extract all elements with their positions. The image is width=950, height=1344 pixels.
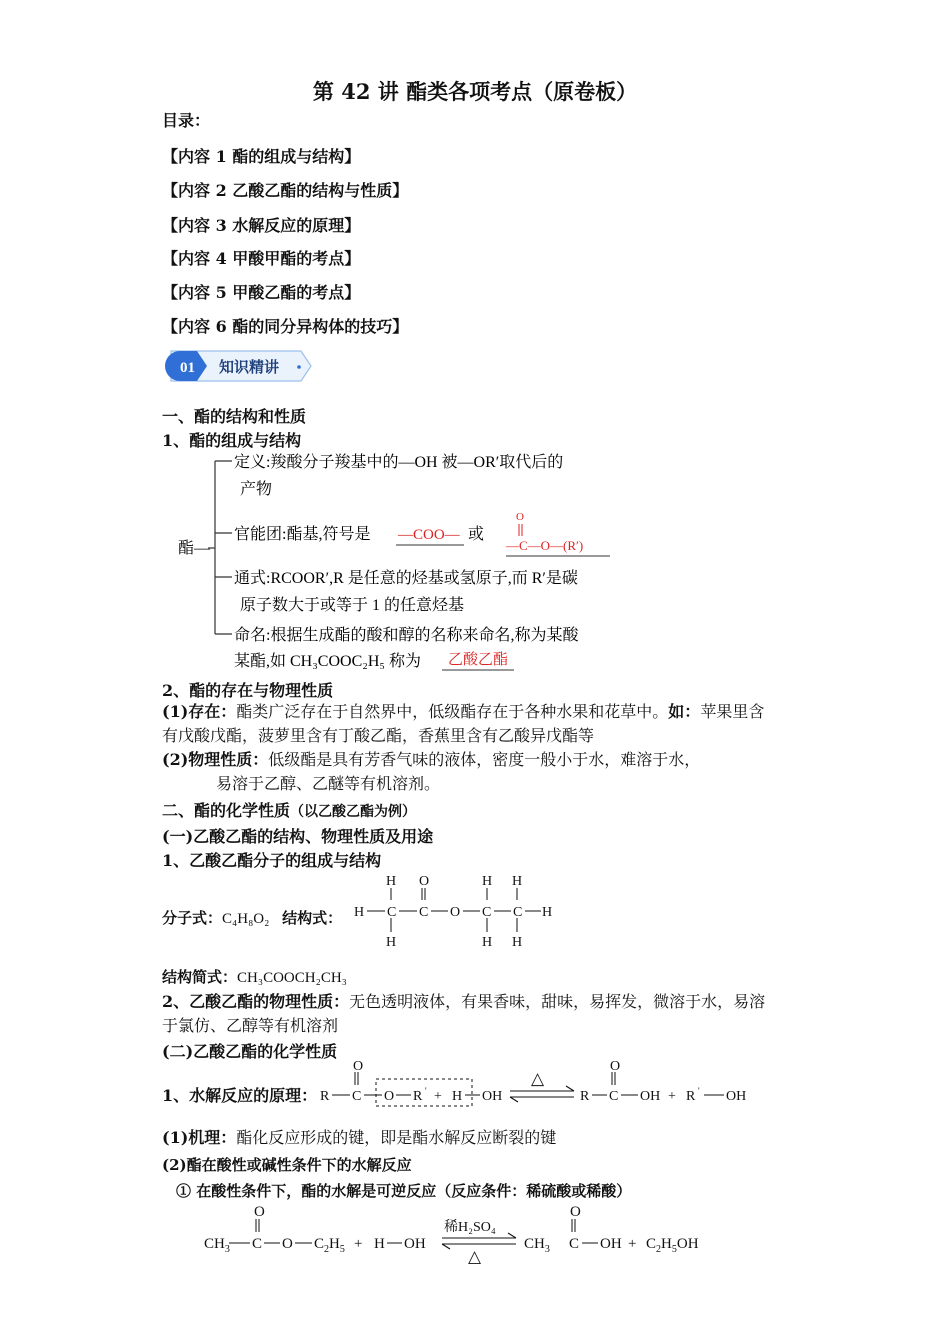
ethyl-acetate-physical-line2: 于氯仿、乙醇等有机溶剂 bbox=[162, 1016, 339, 1035]
svg-text:H: H bbox=[482, 874, 493, 889]
badge-number: 01 bbox=[180, 360, 195, 376]
condition-heading: (2)酯在酸性或碱性条件下的水解反应 bbox=[162, 1156, 412, 1174]
svg-text:O: O bbox=[610, 1059, 621, 1074]
existence-text: 酯类广泛存在于自然界中，低级酯存在于各种水果和花草中。 bbox=[236, 702, 669, 721]
section2-part1: (一)乙酸乙酯的结构、物理性质及用途 bbox=[162, 827, 434, 846]
acid-condition-heading: ① 在酸性条件下，酯的水解是可逆反应（反应条件：稀硫酸或稀酸） bbox=[176, 1182, 632, 1200]
svg-text:CH3: $CH_3$ bbox=[524, 1236, 550, 1255]
svg-text:O: O bbox=[254, 1204, 265, 1220]
svg-text:R: R bbox=[686, 1089, 696, 1104]
mechanism-label: (1)机理： bbox=[162, 1128, 237, 1147]
section1-heading: 一、酯的结构和性质 bbox=[162, 407, 307, 426]
toc-label: 目录： bbox=[162, 111, 211, 130]
svg-text:+: + bbox=[628, 1236, 637, 1252]
svg-text:O: O bbox=[282, 1236, 293, 1252]
svg-text:C: C bbox=[352, 1089, 362, 1104]
toc-item-1[interactable]: 【内容 1 酯的组成与结构】 bbox=[162, 147, 361, 166]
svg-text:H: H bbox=[482, 935, 493, 950]
existence-example-label: 如： bbox=[668, 702, 701, 721]
svg-text:C: C bbox=[569, 1236, 580, 1252]
hydrolysis-principle-label: 1、水解反应的原理： bbox=[162, 1086, 318, 1105]
simple-formula-line bbox=[162, 966, 347, 987]
section2-heading bbox=[162, 798, 416, 821]
diagram-fg-answer: —COO— bbox=[398, 527, 460, 543]
hydrolysis-principle-equation bbox=[318, 1058, 758, 1110]
section2-heading-text: 二、酯的化学性质 bbox=[162, 801, 291, 820]
diagram-naming-answer: 乙酸乙酯 bbox=[448, 652, 509, 668]
acid-catalyst-label: 稀H₂SO₄ bbox=[444, 1220, 496, 1235]
existence-paragraph bbox=[162, 700, 764, 724]
diagram-fg-structure: —C—O—(R′) bbox=[506, 538, 584, 553]
section2-sub1: 1、乙酸乙酯分子的组成与结构 bbox=[162, 851, 382, 870]
svg-text:C: C bbox=[609, 1089, 619, 1104]
ethyl-acetate-structure bbox=[350, 868, 570, 954]
svg-text:H: H bbox=[386, 935, 397, 950]
section2-part2: (二)乙酸乙酯的化学性质 bbox=[162, 1042, 338, 1061]
page-title: 第 42 讲 酯类各项考点（原卷板） bbox=[312, 79, 638, 104]
svg-text:H: H bbox=[354, 905, 365, 920]
svg-text:C: C bbox=[387, 905, 397, 920]
molecular-formula: C₄H₈O₂ bbox=[222, 911, 270, 927]
physical-text: 低级酯是具有芳香气味的液体，密度一般小于水，难溶于水， bbox=[268, 750, 701, 769]
diagram-general-2: 原子数大于或等于 1 的任意烃基 bbox=[240, 597, 465, 614]
svg-text:O: O bbox=[384, 1089, 395, 1104]
diagram-root: 酯— bbox=[178, 540, 211, 557]
svg-text:H: H bbox=[452, 1089, 463, 1104]
diagram-functional-group: 官能团:酯基,符号是 bbox=[234, 526, 371, 543]
simple-formula-label: 结构简式： bbox=[162, 968, 238, 986]
svg-text:CH3: $CH_3$ bbox=[204, 1236, 230, 1255]
ethyl-acetate-physical-label: 2、乙酸乙酯的物理性质： bbox=[162, 992, 350, 1011]
existence-line2: 有戊酸戊酯，菠萝里含有丁酸乙酯，香蕉里含有乙酸异戊酯等 bbox=[162, 726, 595, 745]
svg-text:O: O bbox=[419, 874, 430, 889]
svg-text:H: H bbox=[374, 1236, 385, 1252]
mechanism-text: 酯化反应形成的键，即是酯水解反应断裂的键 bbox=[236, 1128, 557, 1147]
formula-label: 分子式： bbox=[162, 909, 223, 927]
ester-concept-diagram bbox=[170, 444, 650, 676]
svg-text:O: O bbox=[570, 1204, 581, 1220]
toc-item-3[interactable]: 【内容 3 水解反应的原理】 bbox=[162, 216, 361, 235]
svg-text:C: C bbox=[482, 905, 492, 920]
svg-text:+: + bbox=[668, 1089, 676, 1104]
svg-text:C: C bbox=[252, 1236, 263, 1252]
physical-line2: 易溶于乙醇、乙醚等有机溶剂。 bbox=[216, 774, 441, 793]
simple-formula: CH₃COOCH₂CH₃ bbox=[237, 970, 347, 986]
svg-text:OH: OH bbox=[640, 1089, 661, 1104]
hydrolysis-heat-symbol: △ bbox=[531, 1069, 545, 1088]
physical-paragraph bbox=[162, 748, 700, 772]
badge-label: 知识精讲 bbox=[219, 360, 280, 376]
section1-sub2: 2、酯的存在与物理性质 bbox=[162, 681, 334, 700]
svg-text:+: + bbox=[354, 1236, 363, 1252]
ethyl-acetate-physical bbox=[162, 990, 765, 1014]
svg-text:O: O bbox=[450, 905, 461, 920]
section2-heading-note: （以乙酸乙酯为例） bbox=[290, 804, 417, 820]
mechanism-line bbox=[162, 1126, 556, 1150]
diagram-naming-1: 命名:根据生成酯的酸和醇的名称来命名,称为某酸 bbox=[234, 627, 579, 644]
diagram-general-1: 通式:RCOOR′,R 是任意的烃基或氢原子,而 R′是碳 bbox=[234, 570, 578, 587]
svg-text:C2H5OH: $C_2H_5OH$ bbox=[646, 1236, 699, 1255]
diagram-definition-1: 定义:羧酸分子羧基中的—OH 被—OR′取代后的 bbox=[234, 454, 564, 471]
svg-text:O: O bbox=[353, 1059, 364, 1074]
svg-text:H: H bbox=[386, 874, 397, 889]
toc-item-5[interactable]: 【内容 5 甲酸乙酯的考点】 bbox=[162, 283, 361, 302]
svg-text:R: R bbox=[320, 1089, 330, 1104]
svg-text:R: R bbox=[413, 1089, 423, 1104]
svg-text:OH: OH bbox=[600, 1236, 622, 1252]
molecular-formula-line bbox=[162, 907, 342, 928]
svg-text:OH: OH bbox=[404, 1236, 426, 1252]
ethyl-acetate-physical-text: 无色透明液体，有果香味，甜味，易挥发，微溶于水，易溶 bbox=[349, 992, 766, 1011]
existence-label: (1)存在： bbox=[162, 702, 237, 721]
diagram-fg-oxygen: O bbox=[516, 511, 524, 523]
acid-heat-symbol: △ bbox=[468, 1247, 482, 1264]
svg-text:H: H bbox=[512, 935, 523, 950]
physical-label: (2)物理性质： bbox=[162, 750, 269, 769]
acid-hydrolysis-equation bbox=[200, 1202, 720, 1264]
existence-tail: 苹果里含 bbox=[700, 702, 765, 721]
svg-text:H: H bbox=[512, 874, 523, 889]
svg-text:C2H5: $C_2H_5$ bbox=[314, 1236, 345, 1255]
svg-text:': ' bbox=[425, 1086, 427, 1096]
structural-formula-label: 结构式： bbox=[282, 909, 343, 927]
svg-text:C: C bbox=[513, 905, 523, 920]
svg-text:C: C bbox=[419, 905, 429, 920]
svg-text:H: H bbox=[542, 905, 553, 920]
svg-text:R: R bbox=[580, 1089, 590, 1104]
svg-text:OH: OH bbox=[482, 1089, 503, 1104]
section-badge bbox=[163, 349, 313, 383]
toc-item-2[interactable]: 【内容 2 乙酸乙酯的结构与性质】 bbox=[162, 181, 409, 200]
diagram-fg-or: 或 bbox=[468, 526, 485, 543]
svg-text:OH: OH bbox=[726, 1089, 747, 1104]
diagram-definition-2: 产物 bbox=[240, 481, 273, 498]
svg-text:+: + bbox=[434, 1089, 442, 1104]
svg-text:': ' bbox=[698, 1086, 700, 1096]
toc-item-4[interactable]: 【内容 4 甲酸甲酯的考点】 bbox=[162, 249, 361, 268]
diagram-naming-2: 某酯,如 CH₃COOC₂H₅ 称为 bbox=[234, 653, 421, 670]
toc-item-6[interactable]: 【内容 6 酯的同分异构体的技巧】 bbox=[162, 317, 409, 336]
section1-sub1: 1、酯的组成与结构 bbox=[162, 431, 302, 450]
